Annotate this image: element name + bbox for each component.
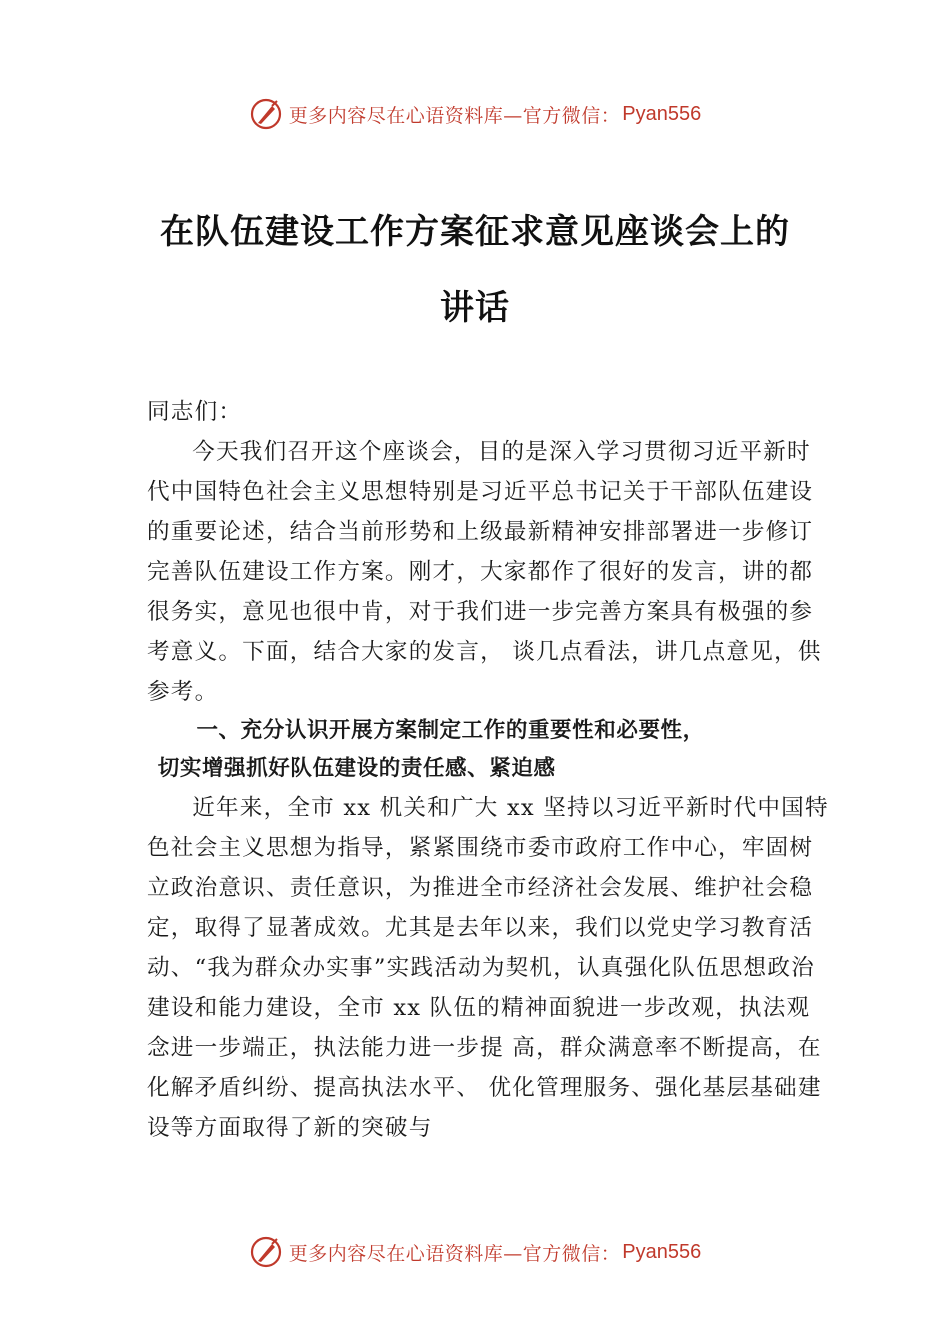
quill-pen-logo-icon <box>249 1235 283 1269</box>
banner-text: 更多内容尽在心语资料库—官方微信： <box>288 104 621 127</box>
document-title-line1: 在队伍建设工作方案征求意见座谈会上的 <box>160 212 790 252</box>
banner-text: 更多内容尽在心语资料库—官方微信： <box>288 1242 621 1265</box>
section-heading-1-line2: 切实增强抓好队伍建设的责任感、紧迫感 <box>157 756 556 781</box>
paragraph-section-1: 近年来，全市 xx 机关和广大 xx 坚持以习近平新时代中国特色社会主义思想为指导，紧紧围绕市委市政府工作中心，牢固树立政治意识、责任意识，为推进全市经济社会发展、维护社会稳定，取得了显著成效。尤其是去年以来，我们以党史学习教育活动、“我为群众办实事”实践活动为契机，认真强化队伍思想政治建设和能力建设，全市 xx 队伍的精神面貌进一步改观，执法观念进一步端正，执法能力进一步提 高，群众满意率不断提高，在化解矛盾纠纷、提高执法水平、 优化管理服务、强化基层基础建设等方面取得了新的突破与 <box>147 795 829 1141</box>
salutation: 同志们： <box>147 399 243 425</box>
banner-wechat-id: Pyan556 <box>622 102 702 125</box>
section-heading-1 <box>147 712 832 788</box>
footer-banner <box>0 1232 950 1272</box>
banner-wechat-id: Pyan556 <box>622 1240 702 1263</box>
document-title-line2: 讲话 <box>440 288 510 328</box>
section-heading-1-line1: 一、充分认识开展方案制定工作的重要性和必要性， <box>196 718 705 743</box>
document-body <box>147 392 832 1148</box>
paragraph-intro: 今天我们召开这个座谈会，目的是深入学习贯彻习近平新时代中国特色社会主义思想特别是习近平总书记关于干部队伍建设的重要论述，结合当前形势和上级最新精神安排部署进一步修订完善队伍建设工作方案。刚才，大家都作了很好的发言，讲的都很务实，意见也很中肯，对于我们进一步完善方案具有极强的参考意义。下面，结合大家的发言， 谈几点看法，讲几点意见，供参考。 <box>147 439 822 705</box>
quill-pen-logo-icon <box>249 97 283 131</box>
header-banner <box>0 94 950 134</box>
